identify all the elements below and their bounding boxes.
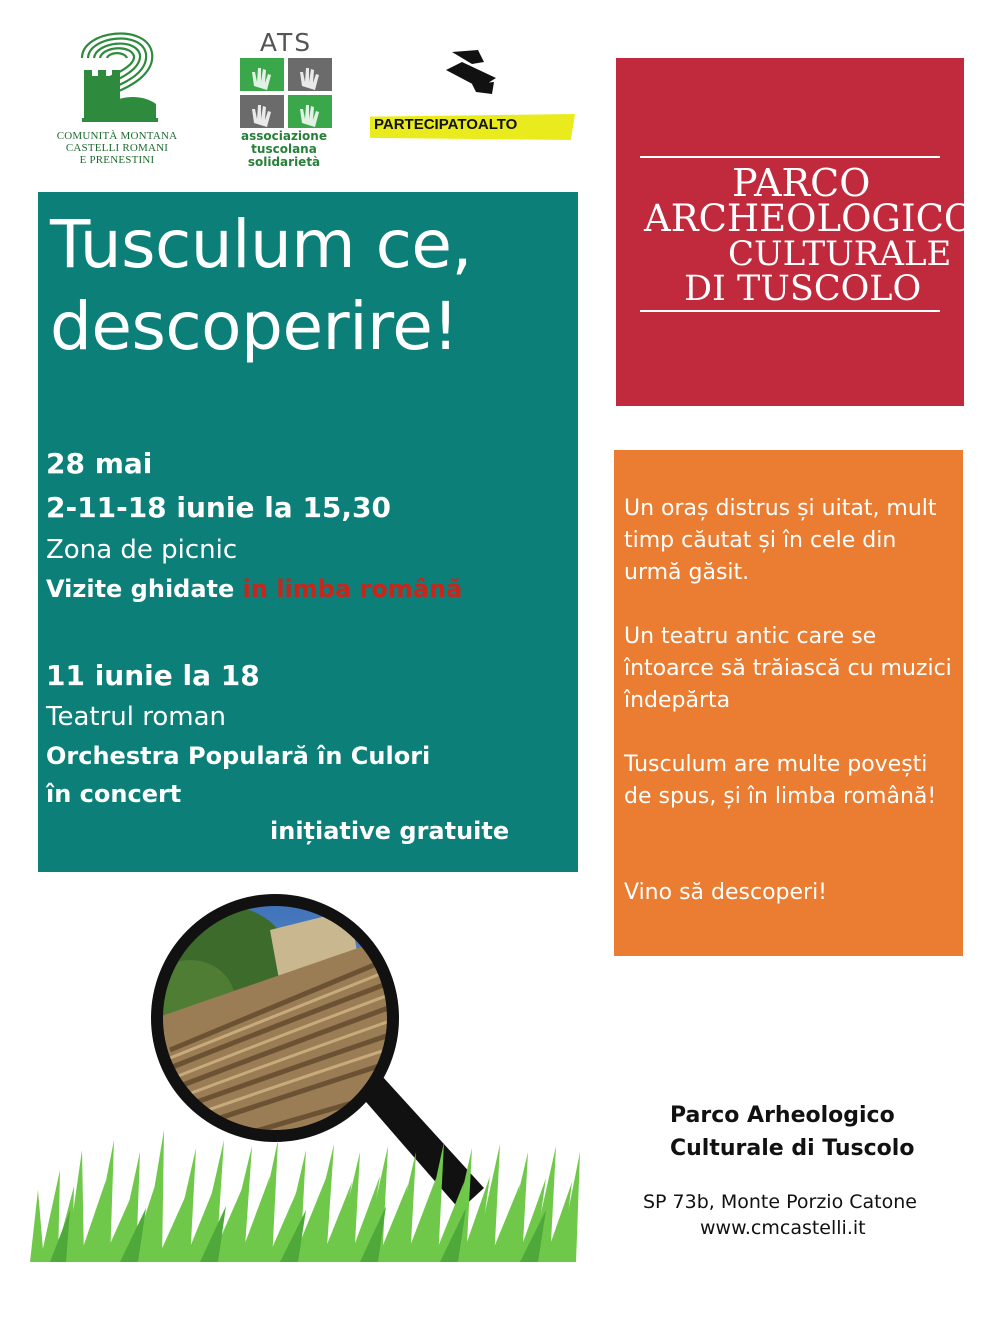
park-logo-rule xyxy=(640,310,940,312)
park-logo-line: ARCHEOLOGICO xyxy=(644,197,975,240)
description-panel xyxy=(614,450,963,956)
headline-line: descoperire! xyxy=(50,288,459,365)
description-paragraph: Un teatru antic care se întoarce să trăiască cu muzici îndepărta xyxy=(624,624,952,713)
partecipatoalto-text: PARTECIPATOALTO xyxy=(374,116,518,133)
ats-sub-line: solidarietà xyxy=(247,155,321,169)
event-date-3: 11 iunie la 18 xyxy=(46,659,260,692)
description-paragraph: Vino să descoperi! xyxy=(624,880,828,905)
ats-sub-line: tuscolana xyxy=(251,142,317,156)
grass-illustration xyxy=(30,1130,580,1262)
partecipatoalto-logo xyxy=(370,48,580,144)
magnifier-illustration xyxy=(30,890,590,1262)
orchestra-name: Orchestra Populară în Culori xyxy=(46,742,431,770)
event-place-1: Zona de picnic xyxy=(46,535,238,565)
ats-logo xyxy=(232,28,336,170)
comunita-line: CASTELLI ROMANI xyxy=(65,142,169,154)
footer-name-line-1: Parco Arheologico xyxy=(670,1103,895,1128)
ats-hands-icon xyxy=(240,58,332,128)
park-logo-line: DI TUSCOLO xyxy=(684,269,922,309)
partecipatoalto-mark-icon xyxy=(442,48,502,98)
description-paragraph: Tusculum are multe povești de spus, și în limba română! xyxy=(624,752,937,809)
description-paragraph: Un oraș distrus și uitat, mult timp căutat și în cele din urmă găsit. xyxy=(624,496,937,585)
comunita-line: E PRENESTINI xyxy=(79,154,155,166)
footer-name-line-2: Culturale di Tuscolo xyxy=(670,1136,915,1161)
ats-subtitle xyxy=(232,130,336,169)
castle-logo-icon xyxy=(52,18,182,130)
headline-line: Tusculum ce, xyxy=(50,206,472,283)
ats-sub-line: associazione xyxy=(241,129,327,143)
guided-visits-language: in limba română xyxy=(242,575,463,603)
ats-title: ATS xyxy=(259,28,313,57)
park-logo-rule xyxy=(640,156,940,158)
headline xyxy=(50,204,570,368)
event-place-2: Teatrul roman xyxy=(46,702,227,732)
free-initiatives: inițiative gratuite xyxy=(270,817,510,845)
event-date-2: 2-11-18 iunie la 15,30 xyxy=(46,491,392,524)
comunita-line: COMUNITÀ MONTANA xyxy=(56,130,178,142)
event-panel xyxy=(38,192,578,872)
park-logo-line: CULTURALE xyxy=(728,234,952,274)
footer-website[interactable]: www.cmcastelli.it xyxy=(700,1217,866,1239)
orchestra-concert: în concert xyxy=(46,780,182,808)
theatre-photo xyxy=(145,890,410,1150)
event-date-1: 28 mai xyxy=(46,447,153,480)
comunita-logo-text xyxy=(52,130,182,166)
footer-address: SP 73b, Monte Porzio Catone xyxy=(643,1191,917,1213)
park-logo-line: PARCO xyxy=(732,161,871,205)
comunita-montana-logo xyxy=(52,18,182,178)
guided-visits xyxy=(46,575,462,603)
guided-visits-label: Vizite ghidate xyxy=(46,575,243,603)
park-logo xyxy=(616,58,975,406)
